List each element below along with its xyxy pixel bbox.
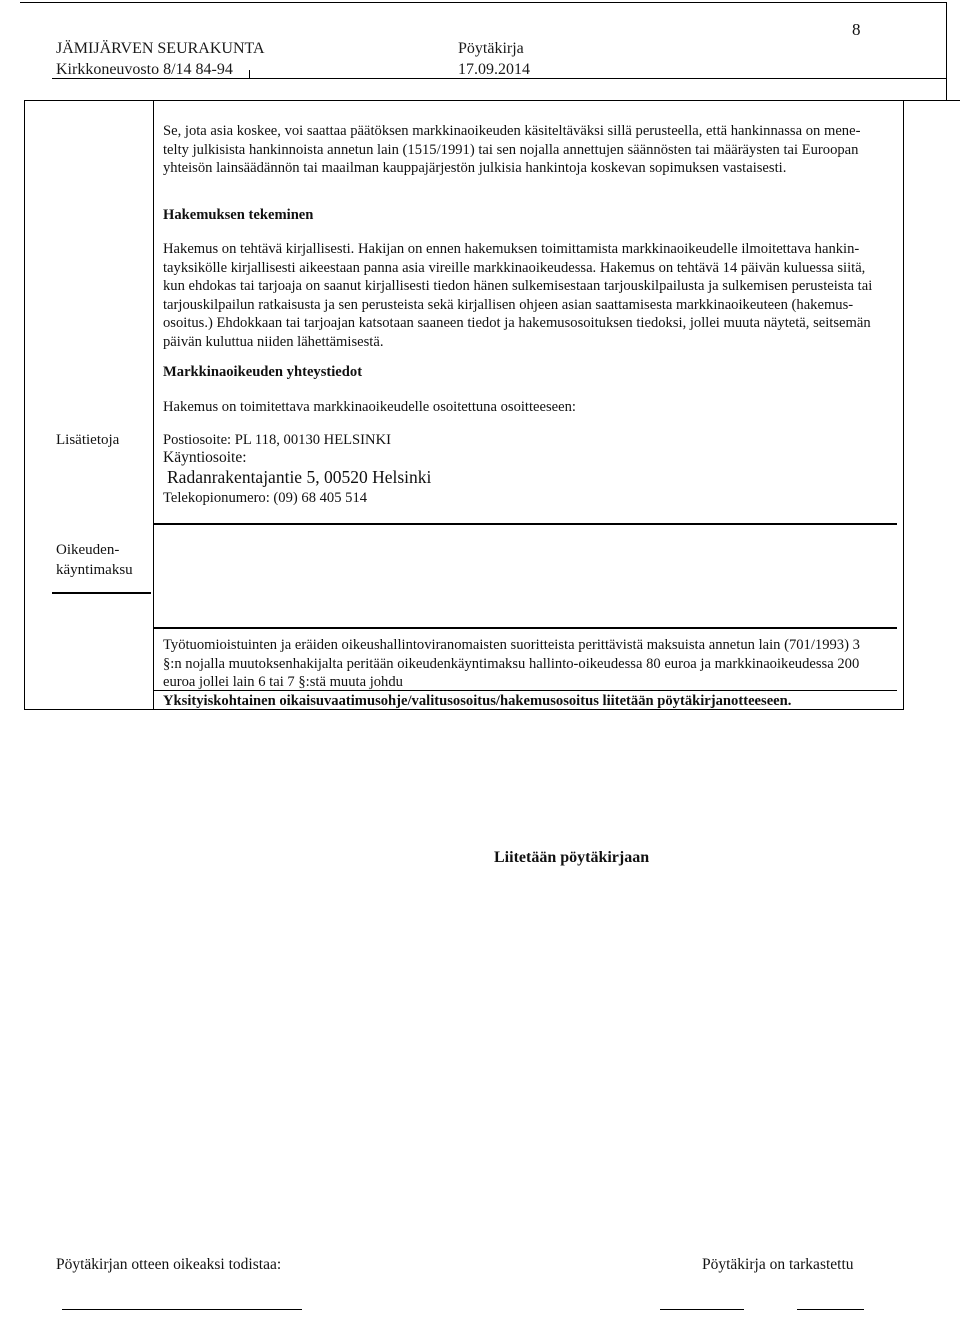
body-frame-right [903, 100, 904, 710]
maksu-line: Työtuomioistuinten ja eräiden oikeushallintoviranomaisten suoritteista perittävistä maksuista annetun lain (701/1993) 3 [163, 637, 860, 653]
intro-line: yhteisön lainsäädännön tai maailman kauppajärjestön julkisia hankintoja koskevan sopimuksen vastaisesti. [163, 160, 787, 177]
hakemus-line: päivän kuluttua niiden lähettämisestä. [163, 333, 384, 350]
yhteystiedot-heading: Markkinaoikeuden yhteystiedot [163, 364, 363, 380]
body-frame-top [24, 100, 904, 101]
hakemus-line: kun ehdokas tai tarjoaja on saanut kirjallisesti tiedon hänen sulkemisestaan tarjouskilpailusta ja sulkemisen perusteista tai [163, 278, 873, 295]
intro-line: telty julkisista hankinnoista annetun lain (1515/1991) tai sen nojalla annettujen säännösten tai määräysten tai Euroopan [163, 141, 859, 158]
signature-line-checker-1 [660, 1309, 744, 1310]
header-meeting: Kirkkoneuvosto 8/14 84-94 [56, 61, 233, 78]
footer-checked: Pöytäkirja on tarkastettu [702, 1256, 854, 1273]
kayntiosoite-label: Käyntiosoite: [163, 449, 247, 466]
maksu-separator [153, 627, 897, 629]
attachment-note: Liitetään pöytäkirjaan [494, 849, 650, 866]
maksu-line: §:n nojalla muutoksenhakijalta peritään oikeudenkäyntimaksu hallinto-oikeudessa 80 euroa ja markkinaoikeudessa 200 [163, 655, 860, 672]
header-frame-top [20, 2, 946, 3]
postiosoite: Postiosoite: PL 118, 00130 HELSINKI [163, 432, 391, 448]
oikeudenkayntimaksu-label [56, 540, 133, 580]
signature-line-checker-2 [797, 1309, 864, 1310]
maksu-line: euroa jollei lain 6 tai 7 §:stä muuta johdu [163, 674, 403, 691]
hakemus-line: Hakemus on tehtävä kirjallisesti. Hakijan on ennen hakemuksen toimittamista markkinaoikeudelle ilmoitettava hankin- [163, 241, 860, 257]
signature-line-certifier [62, 1309, 302, 1310]
yhteystiedot-intro: Hakemus on toimitettava markkinaoikeudelle osoitettuna osoitteeseen: [163, 399, 576, 415]
header-date: 17.09.2014 [458, 61, 530, 78]
hakemus-line: tarjouskilpailun ratkaisusta ja sen perusteista sekä kirjallisen ohjeen asian saattamisesta markkinaoikeuteen (hakemus- [163, 296, 854, 313]
header-rule [52, 78, 946, 79]
maksu-paragraph [163, 636, 899, 692]
bold-note: Yksityiskohtainen oikaisuvaatimusohje/valitusosoitus/hakemusosoitus liitetään pöytäkirjanotteeseen. [163, 693, 792, 709]
section-separator [153, 523, 897, 525]
intro-paragraph [163, 122, 899, 178]
header-tick [249, 70, 250, 78]
lisatietoja-label: Lisätietoja [56, 432, 120, 448]
side-label-underline [52, 592, 151, 594]
kayntiosoite: Radanrakentajantie 5, 00520 Helsinki [167, 467, 432, 487]
body-frame-left [24, 100, 25, 710]
hakemus-paragraph [163, 240, 899, 352]
body-frame-top-stub [903, 100, 960, 101]
header-document-type: Pöytäkirja [458, 40, 524, 57]
hakemus-line: tayksikölle kirjallisesti aikeestaan panna asia vireille markkinaoikeudessa. Hakemus on tehtävä 14 päivän kuluessa siitä, [163, 259, 866, 276]
hakemus-line: osoitus.) Ehdokkaan tai tarjoajan katsotaan saaneen tiedot ja hakemusosoituksen tiedoksi, jollei muuta näytetä, seitsemän [163, 315, 871, 332]
body-column-divider [153, 100, 154, 710]
bold-note-rule [153, 690, 897, 691]
intro-line: Se, jota asia koskee, voi saattaa päätöksen markkinaoikeuden käsiteltäväksi sillä perusteella, että hankinnassa on mene- [163, 123, 861, 139]
footer-certified-by: Pöytäkirjan otteen oikeaksi todistaa: [56, 1256, 282, 1273]
oikeudenkayntimaksu-label-line: Oikeuden- [56, 542, 120, 558]
hakemus-heading: Hakemuksen tekeminen [163, 207, 314, 223]
header-organization: JÄMIJÄRVEN SEURAKUNTA [56, 40, 265, 57]
header-frame-right [946, 2, 947, 100]
oikeudenkayntimaksu-label-line: käyntimaksu [56, 562, 133, 578]
telekopionumero: Telekopionumero: (09) 68 405 514 [163, 490, 368, 506]
page-number: 8 [852, 20, 861, 39]
